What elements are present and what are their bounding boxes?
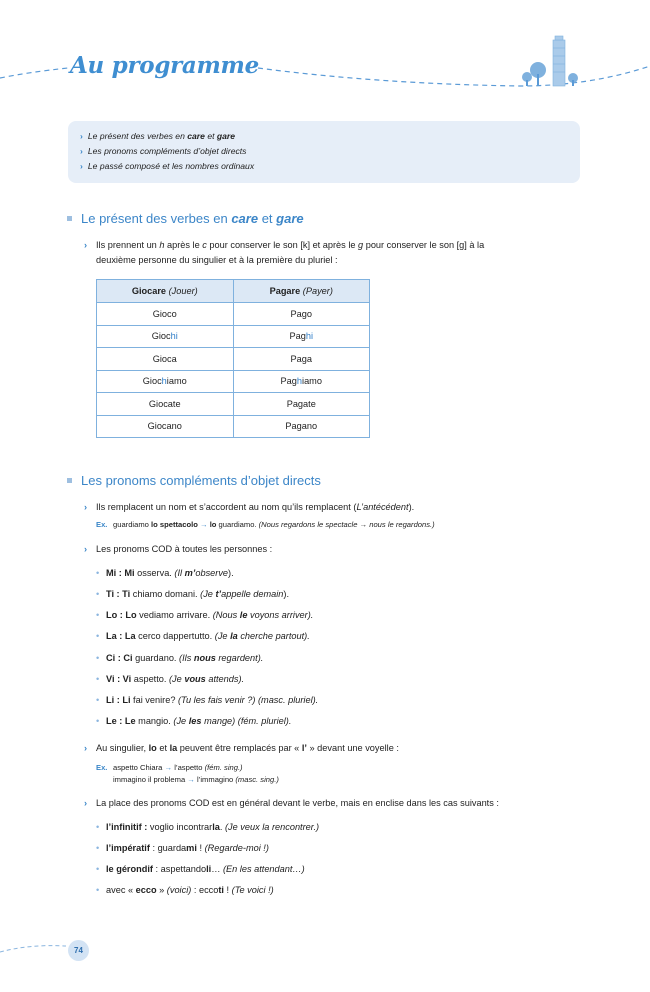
paragraph: › Au singulier, lo et la peuvent être remplacés par « l’ » devant une voyelle :: [84, 743, 399, 753]
list-item: • Ti : Ti chiamo domani. (Je t’appelle demain).: [96, 589, 290, 599]
tower-icon: [553, 36, 565, 86]
list-item: • Ci : Ci guardano. (Ils nous regardent).: [96, 653, 264, 663]
table-row: [97, 325, 370, 348]
program-item: › Le passé composé et les nombres ordinaux: [80, 161, 255, 171]
chevron-right-icon: ›: [84, 743, 88, 753]
chevron-right-icon: ›: [80, 161, 83, 171]
list-item: • La : La cerco dappertutto. (Je la cherche partout).: [96, 631, 310, 641]
list-item: • Mi : Mi osserva. (Il m’observe).: [96, 568, 234, 578]
chevron-right-icon: ›: [84, 240, 88, 250]
table-cell: Giochiamo: [97, 370, 234, 393]
list-item: • le gérondif : aspettandoli… (En les attendant…): [96, 864, 305, 874]
tree-icon: [522, 62, 578, 86]
table-row: [97, 303, 370, 326]
list-item: • avec « ecco » (voici) : eccoti ! (Te voici !): [96, 885, 274, 895]
section-title: Le présent des verbes en care et gare: [67, 211, 304, 226]
chevron-right-icon: ›: [84, 798, 88, 808]
list-item: • l’infinitif : voglio incontrarla. (Je veux la rencontrer.): [96, 822, 320, 832]
program-item: › Le présent des verbes en care et gare: [80, 131, 236, 141]
table-cell: Pago: [233, 303, 370, 326]
intro-line: deuxième personne du singulier et à la première du pluriel :: [96, 255, 338, 265]
table-row: [97, 348, 370, 371]
list-item: • Lo : Lo vediamo arrivare. (Nous le voyons arriver).: [96, 610, 314, 620]
list-item: • l’impératif : guardami ! (Regarde-moi !): [96, 843, 269, 853]
chevron-right-icon: ›: [80, 146, 83, 156]
example: Ex. guardiamo lo spettacolo → lo guardiamo. (Nous regardons le spectacle → nous le regardons.): [96, 520, 435, 529]
table-row: [97, 370, 370, 393]
page-number: 74: [68, 940, 89, 961]
table-cell: Paghiamo: [233, 370, 370, 393]
table-cell: Pagate: [233, 393, 370, 416]
section-title: Les pronoms compléments d’objet directs: [67, 473, 321, 488]
square-bullet-icon: [67, 478, 72, 483]
paragraph: › La place des pronoms COD est en général devant le verbe, mais en enclise dans les cas suivants :: [84, 798, 499, 808]
chevron-right-icon: ›: [84, 544, 88, 554]
table-cell: Paghi: [233, 325, 370, 348]
table-cell: Giocate: [97, 393, 234, 416]
table-row: [97, 393, 370, 416]
program-box: [68, 121, 580, 183]
table-cell: Gioco: [97, 303, 234, 326]
table-cell: Paga: [233, 348, 370, 371]
chevron-right-icon: ›: [84, 502, 88, 512]
table-cell: Giocano: [97, 415, 234, 438]
page-title: Au programme: [70, 52, 259, 79]
table-cell: Giochi: [97, 325, 234, 348]
chevron-right-icon: ›: [80, 131, 83, 141]
square-bullet-icon: [67, 216, 72, 221]
conjugation-table: [96, 279, 370, 438]
intro-line: › Ils prennent un h après le c pour conserver le son [k] et après le g pour conserver le son [g] à la: [84, 240, 485, 250]
table-header: Pagare (Payer): [233, 280, 370, 303]
paragraph: › Ils remplacent un nom et s’accordent au nom qu’ils remplacent (L’antécédent).: [84, 502, 415, 512]
list-item: • Li : Li fai venire? (Tu les fais venir ?) (masc. pluriel).: [96, 695, 319, 705]
table-header: Giocare (Jouer): [97, 280, 234, 303]
table-cell: Pagano: [233, 415, 370, 438]
table-cell: Gioca: [97, 348, 234, 371]
example: Ex. aspetto Chiara → l’aspetto (fém. sing.): [96, 763, 243, 772]
list-item: • Vi : Vi aspetto. (Je vous attends).: [96, 674, 245, 684]
paragraph: › Les pronoms COD à toutes les personnes :: [84, 544, 273, 554]
example: immagino il problema → l’immagino (masc. sing.): [113, 775, 279, 784]
program-item: › Les pronoms compléments d’objet directs: [80, 146, 247, 156]
list-item: • Le : Le mangio. (Je les mange) (fém. pluriel).: [96, 716, 292, 726]
table-row: [97, 415, 370, 438]
